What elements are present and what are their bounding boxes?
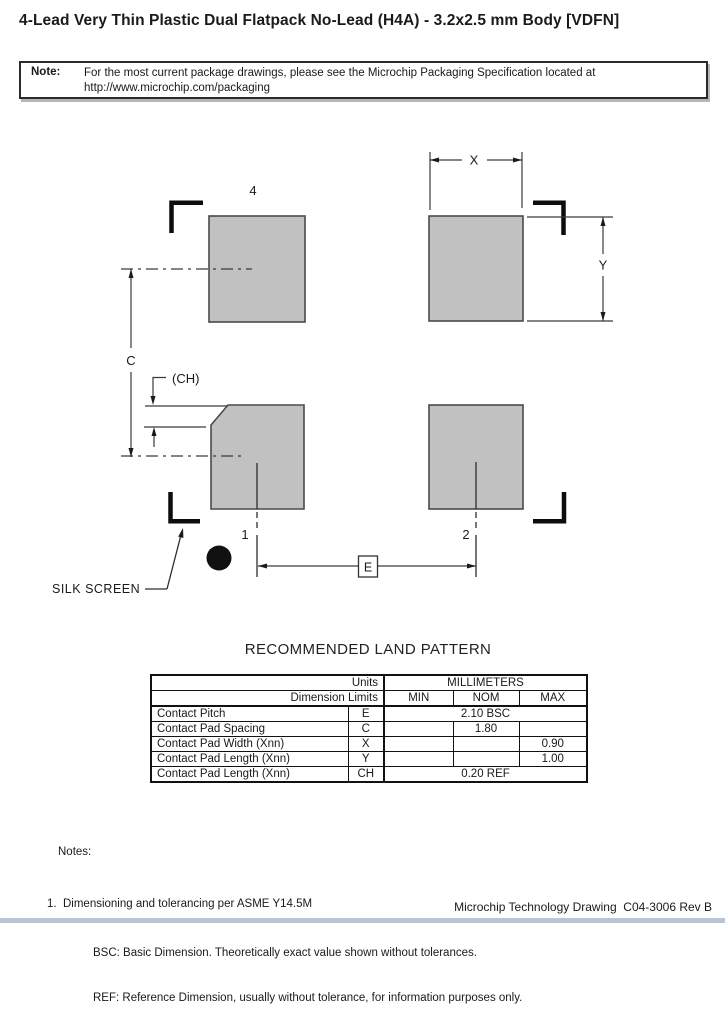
pin-4-label: 4 [249, 183, 257, 198]
note-ref-definition: REF: Reference Dimension, usually without tolerance, for information purposes only. [93, 992, 523, 1004]
row-name: Contact Pitch [151, 706, 348, 722]
land-pattern-heading: RECOMMENDED LAND PATTERN [244, 641, 492, 658]
row-nom [453, 752, 519, 767]
col-header-min: MIN [384, 691, 453, 707]
table-row [151, 737, 587, 752]
row-value-span: 2.10 BSC [384, 706, 587, 722]
row-symbol: CH [348, 767, 384, 783]
drawing-number-footer: Microchip Technology Drawing C04-3006 Rev B [454, 900, 712, 914]
corner-bracket-top-left [172, 203, 204, 233]
row-name: Contact Pad Length (Xnn) [151, 767, 348, 783]
row-value-span: 0.20 REF [384, 767, 587, 783]
pad-top-right [429, 216, 523, 321]
row-nom [453, 737, 519, 752]
row-name: Contact Pad Width (Xnn) [151, 737, 348, 752]
row-max [519, 722, 587, 737]
row-symbol: C [348, 722, 384, 737]
note-label: Note: [31, 66, 61, 78]
table-row-limits [151, 691, 587, 707]
dim-c-label: C [126, 353, 136, 368]
row-min [384, 737, 453, 752]
table-row [151, 767, 587, 783]
corner-bracket-bottom-left [171, 492, 201, 521]
dim-e-label: E [363, 560, 373, 575]
note-item-1: 1. Dimensioning and tolerancing per ASME Y14.5M [47, 898, 313, 910]
row-nom: 1.80 [453, 722, 519, 737]
row-min [384, 722, 453, 737]
units-value-cell: MILLIMETERS [384, 675, 587, 691]
row-max: 1.00 [519, 752, 587, 767]
table-row [151, 722, 587, 737]
note-bsc-definition: BSC: Basic Dimension. Theoretically exact value shown without tolerances. [93, 947, 477, 959]
dim-ch-label: (CH) [172, 371, 200, 386]
note-box [19, 61, 708, 99]
row-min [384, 752, 453, 767]
page-title: 4-Lead Very Thin Plastic Dual Flatpack No-Lead (H4A) - 3.2x2.5 mm Body [VDFN] [19, 12, 620, 29]
silk-screen-label: SILK SCREEN [52, 582, 141, 596]
limits-label-cell: Dimension Limits [151, 691, 384, 707]
row-symbol: Y [348, 752, 384, 767]
table-row [151, 752, 587, 767]
corner-bracket-top-right [533, 203, 564, 235]
note-text [84, 66, 595, 96]
corner-bracket-bottom-right [533, 492, 564, 521]
row-symbol: X [348, 737, 384, 752]
note-line-2: http://www.microchip.com/packaging [84, 82, 270, 94]
row-symbol: E [348, 706, 384, 722]
table-row [151, 706, 587, 722]
row-name: Contact Pad Length (Xnn) [151, 752, 348, 767]
col-header-nom: NOM [453, 691, 519, 707]
row-name: Contact Pad Spacing [151, 722, 348, 737]
note-line-1: For the most current package drawings, please see the Microchip Packaging Specification located at [84, 67, 596, 79]
col-header-max: MAX [519, 691, 587, 707]
dim-y-label: Y [598, 257, 608, 273]
pin-1-label: 1 [241, 527, 249, 542]
row-max: 0.90 [519, 737, 587, 752]
silk-screen-leader [145, 528, 183, 589]
pin-2-label: 2 [462, 527, 470, 542]
units-label-cell: Units [151, 675, 384, 691]
dim-x-label: X [469, 152, 479, 168]
silk-screen-dot [207, 546, 232, 571]
land-pattern-diagram [0, 130, 725, 630]
bottom-strip [0, 918, 725, 923]
dimension-table [150, 674, 588, 783]
notes-heading: Notes: [58, 846, 92, 858]
table-row-units [151, 675, 587, 691]
